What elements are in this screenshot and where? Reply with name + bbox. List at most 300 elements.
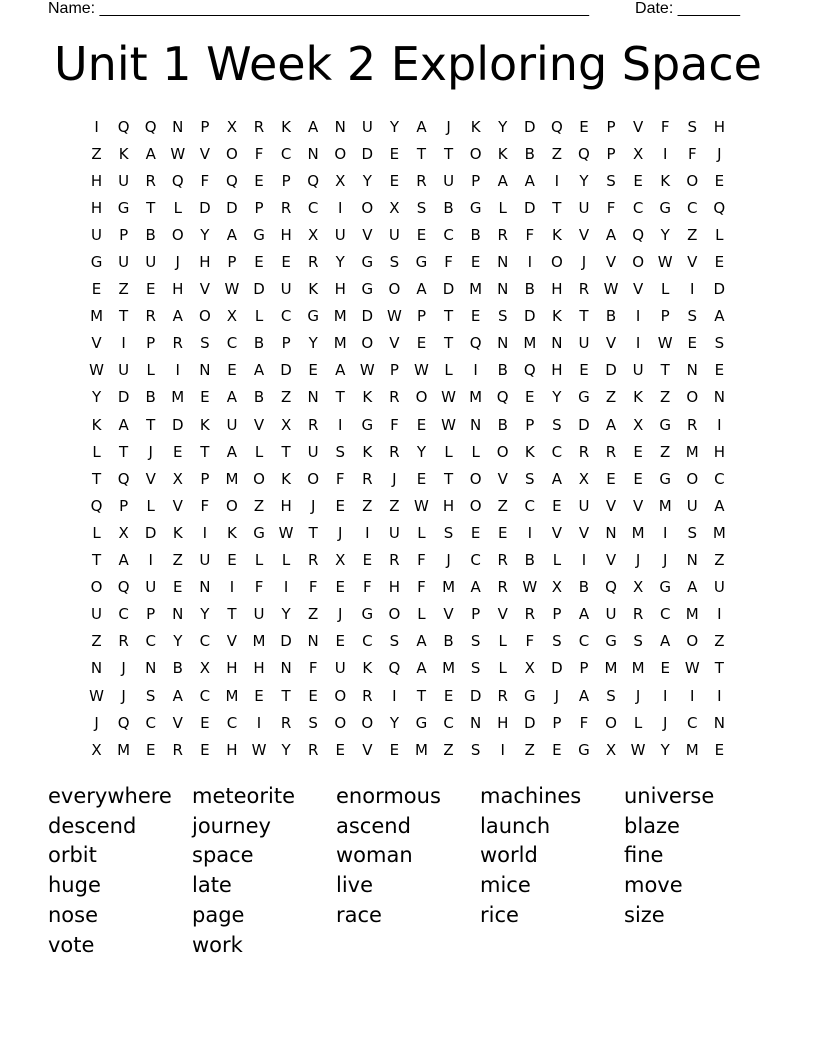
grid-letter: Y [389,713,399,732]
grid-letter: I [365,523,370,542]
grid-letter: O [686,632,699,651]
grid-letter: E [145,740,156,759]
grid-letter: N [713,388,725,407]
grid-letter: C [659,605,671,624]
grid-letter: I [229,578,235,597]
grid-letter: E [552,496,562,515]
grid-letter: A [226,388,238,407]
grid-letter: D [117,388,130,407]
grid-letter: H [226,740,238,759]
grid-letter: C [199,632,211,651]
grid-letter: W [89,361,104,380]
grid-letter: X [280,415,292,434]
grid-letter: V [632,496,644,515]
word-item: nose [48,903,99,928]
grid-letter: O [388,605,401,624]
grid-letter: K [551,307,562,326]
grid-letter: X [172,469,183,488]
grid-letter: X [389,198,400,217]
grid-letter: G [659,198,671,217]
grid-letter: Z [551,144,562,163]
grid-letter: N [470,415,482,434]
grid-letter: K [362,659,373,678]
grid-letter: Z [443,740,454,759]
grid-letter: C [524,496,536,515]
grid-letter: M [469,388,483,407]
grid-letter: U [307,442,319,461]
grid-letter: A [335,361,346,380]
grid-letter: O [361,713,374,732]
grid-letter: J [581,253,587,272]
grid-letter: J [94,713,99,732]
grid-letter: U [253,605,265,624]
grid-letter: L [715,225,724,244]
grid-letter: K [362,442,373,461]
grid-letter: O [550,253,563,272]
grid-letter: J [338,605,343,624]
grid-letter: V [497,469,508,488]
grid-letter: K [281,117,291,136]
grid-letter: A [145,144,156,163]
grid-letter: O [632,253,644,272]
grid-letter: A [308,117,319,136]
grid-letter: S [145,686,156,705]
grid-letter: A [605,225,617,244]
grid-letter: I [717,605,722,624]
grid-letter: N [307,388,319,407]
grid-letter: V [172,496,183,515]
grid-letter: Y [660,225,670,244]
grid-letter: P [471,171,481,190]
grid-letter: G [578,388,590,407]
grid-letter: M [658,496,672,515]
grid-letter: C [280,307,292,326]
grid-letter: X [524,659,535,678]
grid-row [83,384,733,411]
grid-letter: M [171,388,185,407]
grid-letter: Q [307,171,320,190]
grid-letter: R [280,198,292,217]
grid-letter: E [308,686,318,705]
grid-letter: L [633,713,643,732]
grid-letter: Z [714,632,725,651]
grid-letter: O [198,307,211,326]
grid-letter: V [605,551,617,570]
grid-letter: K [172,523,183,542]
name-field-label: Name: _______________________________________________________ [48,0,589,17]
grid-letter: U [334,225,346,244]
word-item: ascend [336,813,411,838]
grid-letter: K [281,469,291,488]
grid-letter: N [713,713,725,732]
grid-letter: N [551,334,563,353]
grid-letter: U [388,523,400,542]
grid-letter: L [498,632,507,651]
grid-letter: Q [226,171,238,190]
grid-letter: G [605,632,617,651]
grid-letter: D [524,198,536,217]
grid-letter: F [254,144,264,163]
grid-letter: O [361,334,374,353]
grid-letter: G [361,415,374,434]
grid-letter: E [579,361,589,380]
grid-letter: O [226,496,238,515]
word-item: woman [336,843,413,868]
grid-row [83,465,733,492]
grid-letter: E [687,334,697,353]
grid-letter: N [172,605,184,624]
grid-letter: S [687,117,698,136]
grid-letter: T [416,144,427,163]
grid-letter: L [471,442,480,461]
grid-letter: M [333,307,347,326]
grid-letter: L [444,361,453,380]
grid-letter: H [713,442,725,461]
grid-letter: Y [200,225,210,244]
grid-letter: Q [605,578,617,597]
grid-letter: O [334,713,347,732]
word-item: journey [192,813,271,838]
grid-letter: A [253,361,265,380]
grid-letter: I [662,686,668,705]
word-item: live [336,873,374,898]
grid-letter: L [92,442,101,461]
grid-letter: A [416,632,427,651]
grid-letter: E [254,253,264,272]
grid-letter: B [524,144,535,163]
grid-letter: M [442,578,456,597]
grid-letter: X [632,144,644,163]
grid-letter: R [524,605,535,624]
grid-letter: H [442,496,455,515]
grid-letter: E [714,253,725,272]
grid-letter: W [278,523,294,542]
grid-letter: K [551,225,562,244]
grid-letter: R [416,171,427,190]
grid-letter: F [363,578,372,597]
grid-letter: A [172,686,183,705]
grid-letter: R [362,469,373,488]
grid-letter: O [388,280,401,299]
grid-letter: F [308,578,318,597]
grid-letter: O [334,686,347,705]
grid-letter: T [443,334,454,353]
grid-letter: O [253,469,265,488]
grid-letter: I [717,686,722,705]
grid-letter: V [632,280,644,299]
grid-letter: M [90,307,104,326]
grid-letter: O [686,171,699,190]
grid-letter: Y [335,253,345,272]
grid-letter: H [280,225,292,244]
grid-letter: Q [469,334,482,353]
grid-letter: E [254,171,264,190]
grid-letter: J [121,686,126,705]
grid-letter: Q [523,361,536,380]
grid-letter: V [605,496,617,515]
grid-letter: E [389,740,400,759]
grid-letter: V [497,605,508,624]
grid-letter: P [660,307,670,326]
grid-letter: D [551,659,563,678]
grid-letter: D [605,361,617,380]
grid-letter: E [470,307,481,326]
grid-letter: K [633,388,644,407]
grid-letter: T [416,686,427,705]
grid-letter: S [687,523,698,542]
grid-row [83,411,733,438]
grid-letter: X [335,551,346,570]
grid-letter: E [227,551,237,570]
grid-letter: A [470,578,481,597]
grid-letter: W [224,280,240,299]
grid-row [83,736,733,763]
grid-letter: N [307,632,319,651]
grid-letter: P [200,469,210,488]
grid-letter: Q [171,171,184,190]
word-item: space [192,843,254,868]
grid-letter: U [118,361,130,380]
grid-letter: W [603,280,619,299]
grid-letter: D [524,713,536,732]
grid-letter: E [362,551,373,570]
grid-letter: I [338,198,343,217]
grid-letter: X [91,740,102,759]
grid-letter: E [470,523,481,542]
grid-letter: E [335,496,345,515]
grid-letter: K [227,523,237,542]
grid-letter: S [443,523,454,542]
grid-letter: J [717,144,722,163]
grid-letter: R [687,415,698,434]
grid-letter: H [280,496,292,515]
grid-letter: H [551,361,563,380]
grid-letter: I [554,171,560,190]
grid-letter: V [389,334,400,353]
grid-letter: X [118,523,129,542]
grid-letter: J [148,442,153,461]
grid-letter: E [525,388,535,407]
grid-letter: O [415,388,428,407]
grid-letter: N [334,117,346,136]
grid-letter: K [308,280,319,299]
grid-letter: I [283,578,289,597]
grid-row [83,221,733,248]
word-row [48,900,768,930]
grid-letter: K [497,144,508,163]
grid-letter: W [522,578,538,597]
grid-letter: I [175,361,180,380]
grid-letter: D [524,117,536,136]
grid-letter: X [226,307,238,326]
grid-letter: F [335,469,345,488]
grid-letter: U [578,198,590,217]
grid-letter: V [362,740,373,759]
grid-letter: A [714,496,725,515]
grid-letter: W [386,307,402,326]
grid-letter: U [388,225,400,244]
grid-letter: P [471,605,481,624]
grid-letter: A [226,225,238,244]
grid-letter: U [145,253,157,272]
grid-letter: J [662,551,668,570]
grid-letter: G [659,578,671,597]
grid-letter: I [662,523,668,542]
grid-letter: Q [632,225,644,244]
grid-letter: O [496,442,509,461]
grid-letter: D [199,198,211,217]
grid-letter: Q [578,144,590,163]
grid-letter: U [145,578,157,597]
grid-letter: T [443,144,454,163]
grid-letter: N [686,361,698,380]
grid-letter: B [253,334,265,353]
grid-letter: S [606,171,616,190]
grid-letter: B [145,225,156,244]
grid-letter: O [334,144,347,163]
grid-row [83,628,733,655]
grid-letter: F [525,632,535,651]
grid-letter: N [470,713,482,732]
grid-letter: K [362,388,373,407]
grid-letter: G [415,253,428,272]
grid-letter: Y [308,334,318,353]
grid-letter: L [552,551,562,570]
grid-letter: C [226,713,238,732]
grid-letter: F [525,225,535,244]
grid-letter: D [280,632,292,651]
grid-letter: L [254,551,264,570]
grid-letter: A [497,171,508,190]
grid-letter: I [148,551,153,570]
grid-letter: U [686,496,698,515]
grid-letter: Z [714,551,725,570]
grid-letter: G [415,713,428,732]
grid-letter: I [256,713,262,732]
grid-letter: M [225,469,239,488]
grid-letter: S [552,415,562,434]
grid-letter: Q [550,117,563,136]
grid-letter: U [226,415,238,434]
grid-letter: R [362,686,373,705]
grid-letter: N [90,659,103,678]
grid-letter: E [200,713,210,732]
word-item: vote [48,932,95,957]
grid-letter: R [605,442,617,461]
grid-letter: E [416,415,427,434]
grid-letter: E [714,740,725,759]
grid-letter: W [89,686,104,705]
grid-letter: R [145,171,156,190]
grid-letter: Z [687,225,698,244]
letter-grid [83,113,733,763]
grid-letter: T [281,442,291,461]
grid-letter: P [552,605,562,624]
grid-letter: D [713,280,726,299]
grid-row [83,276,733,303]
grid-letter: H [172,280,184,299]
grid-letter: S [497,307,508,326]
grid-letter: C [687,198,698,217]
word-row [48,811,768,841]
grid-row [83,655,733,682]
grid-letter: K [524,442,535,461]
grid-letter: U [605,605,617,624]
grid-letter: K [91,415,102,434]
grid-letter: A [118,415,129,434]
grid-letter: S [687,307,698,326]
grid-letter: I [635,334,641,353]
word-item: huge [48,873,101,898]
grid-letter: T [91,551,102,570]
grid-letter: N [172,117,184,136]
grid-letter: P [389,361,399,380]
word-item: universe [624,783,715,808]
grid-letter: T [281,686,291,705]
grid-letter: U [443,171,455,190]
grid-letter: P [146,334,156,353]
grid-letter: I [473,361,478,380]
grid-letter: M [117,740,131,759]
grid-letter: Z [605,388,617,407]
grid-letter: K [470,117,481,136]
grid-letter: Y [281,740,291,759]
grid-row [83,330,733,357]
grid-letter: P [525,415,535,434]
grid-letter: E [145,280,156,299]
grid-letter: E [200,388,210,407]
grid-letter: Z [91,144,102,163]
grid-letter: W [359,361,375,380]
grid-letter: L [281,551,291,570]
grid-letter: U [361,117,373,136]
grid-letter: N [497,280,509,299]
grid-letter: S [200,334,210,353]
grid-letter: H [388,578,401,597]
grid-letter: R [253,117,265,136]
grid-letter: S [552,632,562,651]
word-item: meteorite [192,783,296,808]
grid-letter: A [578,686,590,705]
grid-letter: B [605,307,617,326]
grid-letter: T [443,469,454,488]
grid-letter: E [714,361,725,380]
grid-letter: E [389,144,400,163]
grid-letter: A [605,415,617,434]
grid-row [83,601,733,628]
grid-letter: U [280,280,292,299]
word-item: fine [624,843,664,868]
grid-letter: S [416,198,427,217]
grid-letter: A [226,442,238,461]
grid-letter: L [498,659,507,678]
grid-letter: V [443,605,454,624]
grid-letter: V [362,225,373,244]
grid-letter: J [121,659,126,678]
grid-letter: C [578,632,590,651]
grid-letter: V [172,713,183,732]
grid-letter: F [579,713,589,732]
grid-letter: F [200,171,210,190]
grid-letter: U [578,334,590,353]
grid-letter: Z [660,388,671,407]
grid-letter: R [172,740,183,759]
grid-letter: Z [362,496,373,515]
grid-letter: E [173,442,183,461]
grid-letter: P [579,659,589,678]
grid-letter: C [145,713,156,732]
grid-letter: V [632,117,644,136]
